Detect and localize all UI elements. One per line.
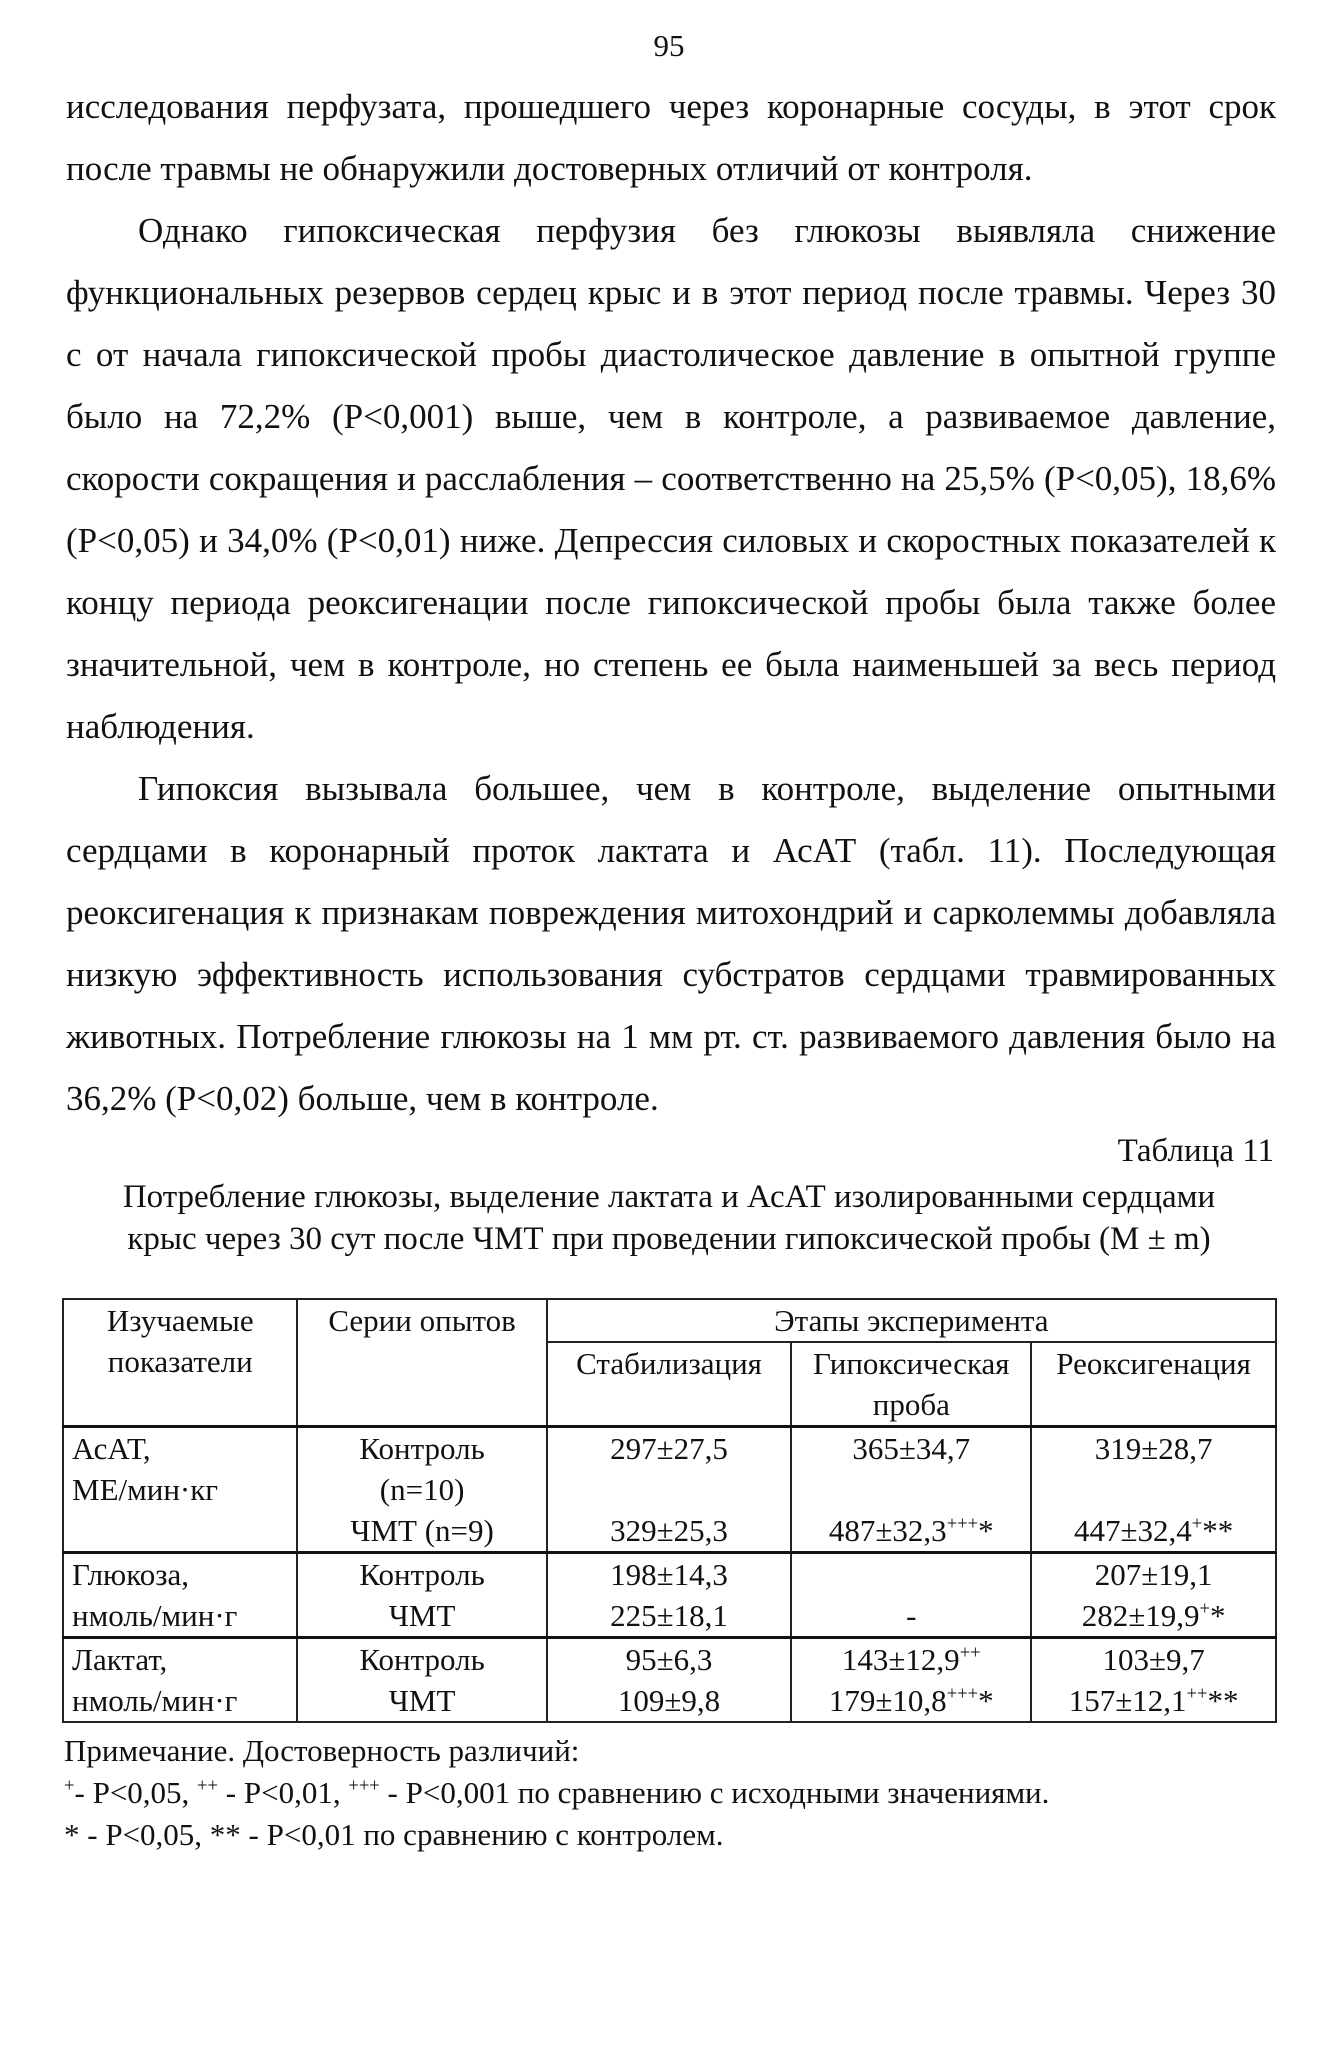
header-stage-hypoxia: Гипоксическая проба <box>791 1342 1031 1427</box>
header-row-1 <box>63 1299 1276 1342</box>
cell-hypoxia: 365±34,7 487±32,3+++* <box>791 1427 1031 1553</box>
table-row-asat <box>63 1427 1276 1553</box>
cell-reoxygenation: 319±28,7 447±32,4+** <box>1031 1427 1276 1553</box>
cell-hypoxia: - <box>791 1553 1031 1638</box>
cell-reoxygenation: 207±19,1 282±19,9+* <box>1031 1553 1276 1638</box>
notes-line-1: +- P<0,05, ++ - P<0,01, +++ - P<0,001 по сравнению с исходными значениями. <box>64 1775 1050 1810</box>
body-text <box>66 76 1276 1130</box>
header-stage-stabilization: Стабилизация <box>547 1342 792 1427</box>
cell-series: Контроль ЧМТ <box>297 1553 546 1638</box>
table-notes <box>64 1730 1284 1856</box>
table-row-lactate <box>63 1638 1276 1723</box>
header-indicator: Изучаемые показатели <box>63 1299 297 1427</box>
cell-hypoxia: 143±12,9++ 179±10,8+++* <box>791 1638 1031 1723</box>
cell-indicator: Лактат, нмоль/мин·г <box>63 1638 297 1723</box>
table-row-glucose <box>63 1553 1276 1638</box>
cell-stabilization: 198±14,3 225±18,1 <box>547 1553 792 1638</box>
cell-stabilization: 95±6,3 109±9,8 <box>547 1638 792 1723</box>
header-stages: Этапы эксперимента <box>547 1299 1276 1342</box>
cell-series: Контроль ЧМТ <box>297 1638 546 1723</box>
data-table <box>62 1298 1277 1723</box>
header-stage-reoxygenation: Реоксигенация <box>1031 1342 1276 1427</box>
paragraph-2: Однако гипоксическая перфузия без глюкозы выявляла снижение функциональных резервов сердец крыс и в этот период после травмы. Через 30 с от начала гипоксической пробы диастолическое давление в опытной группе было на 72,2% (P<0,001) выше, чем в контроле, а развиваемое давление, скорости сокращения и расслабления – соответственно на 25,5% (P<0,05), 18,6% (P<0,05) и 34,0% (P<0,01) ниже. Депрессия силовых и скоростных показателей к концу периода реоксигенации после гипоксической пробы была также более значительной, чем в контроле, но степень ее была наименьшей за весь период наблюдения. <box>66 211 1276 746</box>
cell-series: Контроль (n=10) ЧМТ (n=9) <box>297 1427 546 1553</box>
paragraph-3: Гипоксия вызывала большее, чем в контроле, выделение опытными сердцами в коронарный проток лактата и АсАТ (табл. 11). Последующая реоксигенация к признакам повреждения митохондрий и сарколеммы добавляла низкую эффективность использования субстратов сердцами травмированных животных. Потребление глюкозы на 1 мм рт. ст. развиваемого давления было на 36,2% (P<0,02) больше, чем в контроле. <box>66 769 1276 1118</box>
cell-reoxygenation: 103±9,7 157±12,1++** <box>1031 1638 1276 1723</box>
header-series: Серии опытов <box>297 1299 546 1427</box>
notes-title: Примечание. Достоверность различий: <box>64 1733 580 1768</box>
table-title <box>30 1176 1308 1260</box>
notes-line-2: * - P<0,05, ** - P<0,01 по сравнению с контролем. <box>64 1817 724 1852</box>
cell-stabilization: 297±27,5 329±25,3 <box>547 1427 792 1553</box>
table-title-line-1: Потребление глюкозы, выделение лактата и АсАТ изолированными сердцами <box>122 1179 1216 1215</box>
table-label: Таблица 11 <box>1117 1133 1274 1169</box>
paragraph-1: исследования перфузата, прошедшего через коронарные сосуды, в этот срок после травмы не обнаружили достоверных отличий от контроля. <box>66 87 1276 188</box>
page-number: 95 <box>653 28 685 63</box>
cell-indicator: Глюкоза, нмоль/мин·г <box>63 1553 297 1638</box>
cell-indicator: АсАТ, МЕ/мин·кг <box>63 1427 297 1553</box>
table-title-line-2: крыс через 30 сут после ЧМТ при проведении гипоксической пробы (M ± m) <box>127 1221 1211 1257</box>
